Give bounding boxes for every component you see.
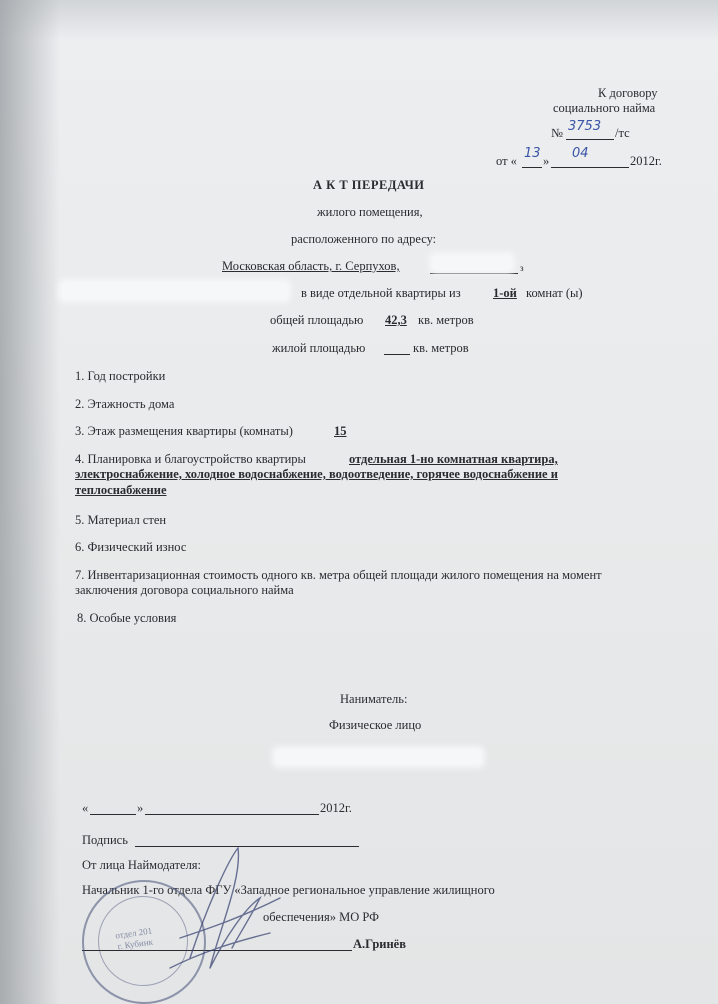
total-area-suffix: кв. метров [418,313,474,327]
footer-date-close: » [137,801,144,815]
header-date-year: 2012г. [630,154,662,168]
item-floor-value: 15 [334,424,347,438]
header-date-month: 04 [572,146,589,161]
redaction-address [433,256,511,270]
item-layout-label: 4. Планировка и благоустройство квартиры [75,452,306,466]
item-depreciation: 6. Физический износ [75,540,187,554]
title-sub1: жилого помещения, [317,205,423,219]
header-number-suffix: /тс [615,126,630,140]
item-floors: 2. Этажность дома [75,397,175,411]
living-area-prefix: жилой площадью [272,341,366,355]
item-wall-material: 5. Материал стен [75,513,167,527]
tenant-label: Наниматель: [340,692,408,706]
apartment-rooms-suffix: комнат (ы) [526,286,583,300]
address-mark: з [520,263,524,273]
date-day-underline [522,167,542,168]
living-area-suffix: кв. метров [413,341,469,355]
handwritten-signature [150,838,300,988]
item-special-conditions: 8. Особые условия [77,611,177,625]
header-date-day: 13 [524,146,541,161]
header-date-mid: » [543,154,550,168]
signer-name: А.Гринёв [353,937,406,951]
title-sub2: расположенного по адресу: [291,232,437,246]
header-number-prefix: № [551,126,563,140]
apartment-type-prefix: в виде отдельной квартиры из [301,286,461,300]
header-contract-ref: К договору [598,86,658,100]
item-layout-value-1: отдельная 1-но комнатная квартира, [349,452,558,466]
header-date-prefix: от « [496,154,517,168]
document-title: А К Т ПЕРЕДАЧИ [313,178,425,192]
stamp-text-line2: г. Кубинк [116,936,154,952]
footer-date-year: 2012г. [320,801,352,815]
position-line1: Начальник 1-го отдела ФГУ «Западное региональное управление жилищного [82,883,495,897]
stamp-text-line1: отдел 201 [114,925,153,941]
date-month-underline [551,167,629,168]
redaction-tenant-name [276,750,481,764]
address-text: Московская область, г. Серпухов, [222,259,400,273]
total-area-value: 42,3 [385,313,407,327]
page-shadow [0,0,60,1004]
item-layout-value-3: теплоснабжение [75,483,167,497]
footer-day-blank [90,814,136,815]
position-line2: обеспечения» МО РФ [263,910,379,924]
item-value-line2: заключения договора социального найма [75,583,294,597]
header-contract-type: социального найма [553,101,656,115]
footer-month-blank [145,814,319,815]
footer-date-open: « [82,801,89,815]
page-shadow-top [0,0,718,40]
item-value-line1: 7. Инвентаризационная стоимость одного кв. метра общей площади жилого помещения на момент [75,568,602,582]
total-area-prefix: общей площадью [270,313,364,327]
apartment-rooms-value: 1-ой [493,286,517,300]
item-floor-label: 3. Этаж размещения квартиры (комнаты) [75,424,293,438]
header-number-handwritten: 3753 [568,119,602,134]
signature-label: Подпись [82,833,128,847]
item-year-built: 1. Год постройки [75,369,166,383]
number-underline [566,139,614,140]
address-underline [430,273,518,274]
landlord-label: От лица Наймодателя: [82,858,202,872]
living-area-blank [384,354,410,355]
item-layout-value-2: электроснабжение, холодное водоснабжение, водоотведение, горячее водоснабжение и [75,467,558,481]
tenant-type: Физическое лицо [329,718,422,732]
redaction-address-line2 [62,283,287,299]
